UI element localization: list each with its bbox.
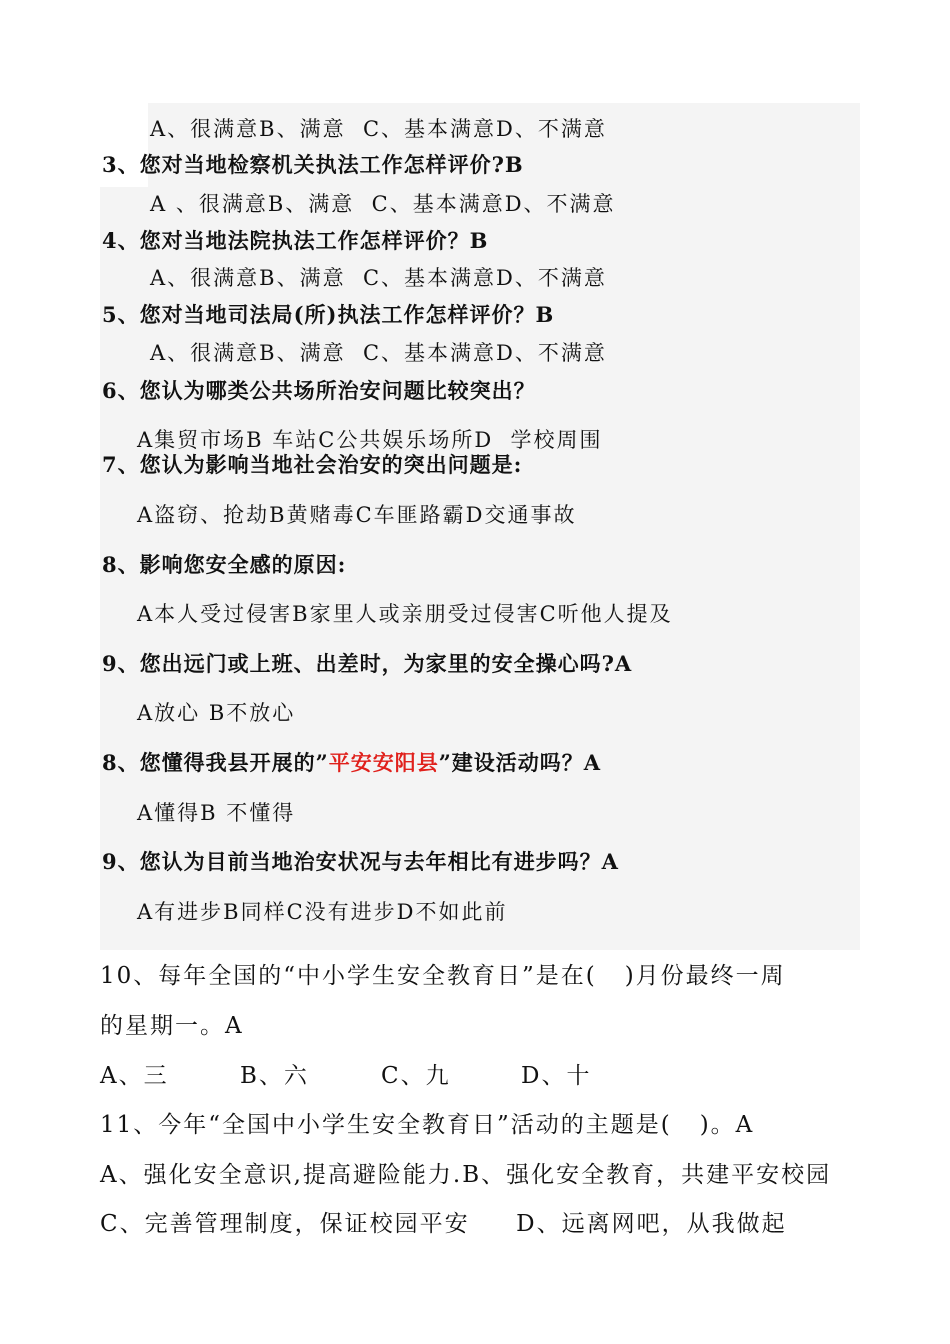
question-10-line2: 的星期一。A xyxy=(100,1013,244,1039)
q9-options: A放心 B不放心 xyxy=(137,701,296,725)
question-6: 6、您认为哪类公共场所治安问题比较突出？ xyxy=(102,378,536,403)
question-3: 3、您对当地检察机关执法工作怎样评价?B xyxy=(102,152,524,177)
q3-options: A 、很满意B、满意 C、基本满意D、不满意 xyxy=(150,192,616,216)
question-7: 7、您认为影响当地社会治安的突出问题是: xyxy=(102,452,523,477)
question-8b xyxy=(102,748,601,778)
question-4: 4、您对当地法院执法工作怎样评价？B xyxy=(102,228,489,253)
q10-option-b: B、六 xyxy=(240,1063,309,1089)
q9b-options: A有进步B同样C没有进步D不如此前 xyxy=(137,900,508,924)
question-8b-text-end: ”建设活动吗？A xyxy=(438,750,602,775)
q7-options: A盗窃、抢劫B黄赌毒C车匪路霸D交通事故 xyxy=(137,503,577,527)
q11-options-line1: A、强化安全意识,提高避险能力.B、强化安全教育，共建平安校园 xyxy=(100,1162,832,1188)
q10-option-c: C、九 xyxy=(381,1063,451,1089)
question-8b-text: 8、您懂得我县开展的” xyxy=(102,750,329,775)
question-11: 11、今年“全国中小学生安全教育日”活动的主题是( )。A xyxy=(100,1112,755,1138)
q11-options-line2: C、完善管理制度，保证校园平安 D、远离网吧，从我做起 xyxy=(100,1211,787,1237)
question-8: 8、影响您安全感的原因: xyxy=(102,552,347,577)
q8-options: A本人受过侵害B家里人或亲朋受过侵害C听他人提及 xyxy=(137,602,673,626)
question-9: 9、您出远门或上班、出差时，为家里的安全操心吗?A xyxy=(102,651,633,676)
q6-options: A集贸市场B 车站C公共娱乐场所D 学校周围 xyxy=(137,428,603,452)
question-9b: 9、您认为目前当地治安状况与去年相比有进步吗？A xyxy=(102,849,619,874)
q5-options: A、很满意B、满意 C、基本满意D、不满意 xyxy=(150,341,607,365)
q2-options: A、很满意B、满意 C、基本满意D、不满意 xyxy=(150,117,607,141)
q8b-options: A懂得B 不懂得 xyxy=(137,801,296,825)
question-10-line1: 10、每年全国的“中小学生安全教育日”是在( )月份最终一周 xyxy=(100,963,786,989)
q10-option-a: A、三 xyxy=(100,1063,169,1089)
q4-options: A、很满意B、满意 C、基本满意D、不满意 xyxy=(150,266,607,290)
question-5: 5、您对当地司法局(所)执法工作怎样评价？B xyxy=(102,302,555,327)
q10-option-d: D、十 xyxy=(521,1063,592,1089)
highlight-campaign-name: 平安安阳县 xyxy=(328,750,439,775)
